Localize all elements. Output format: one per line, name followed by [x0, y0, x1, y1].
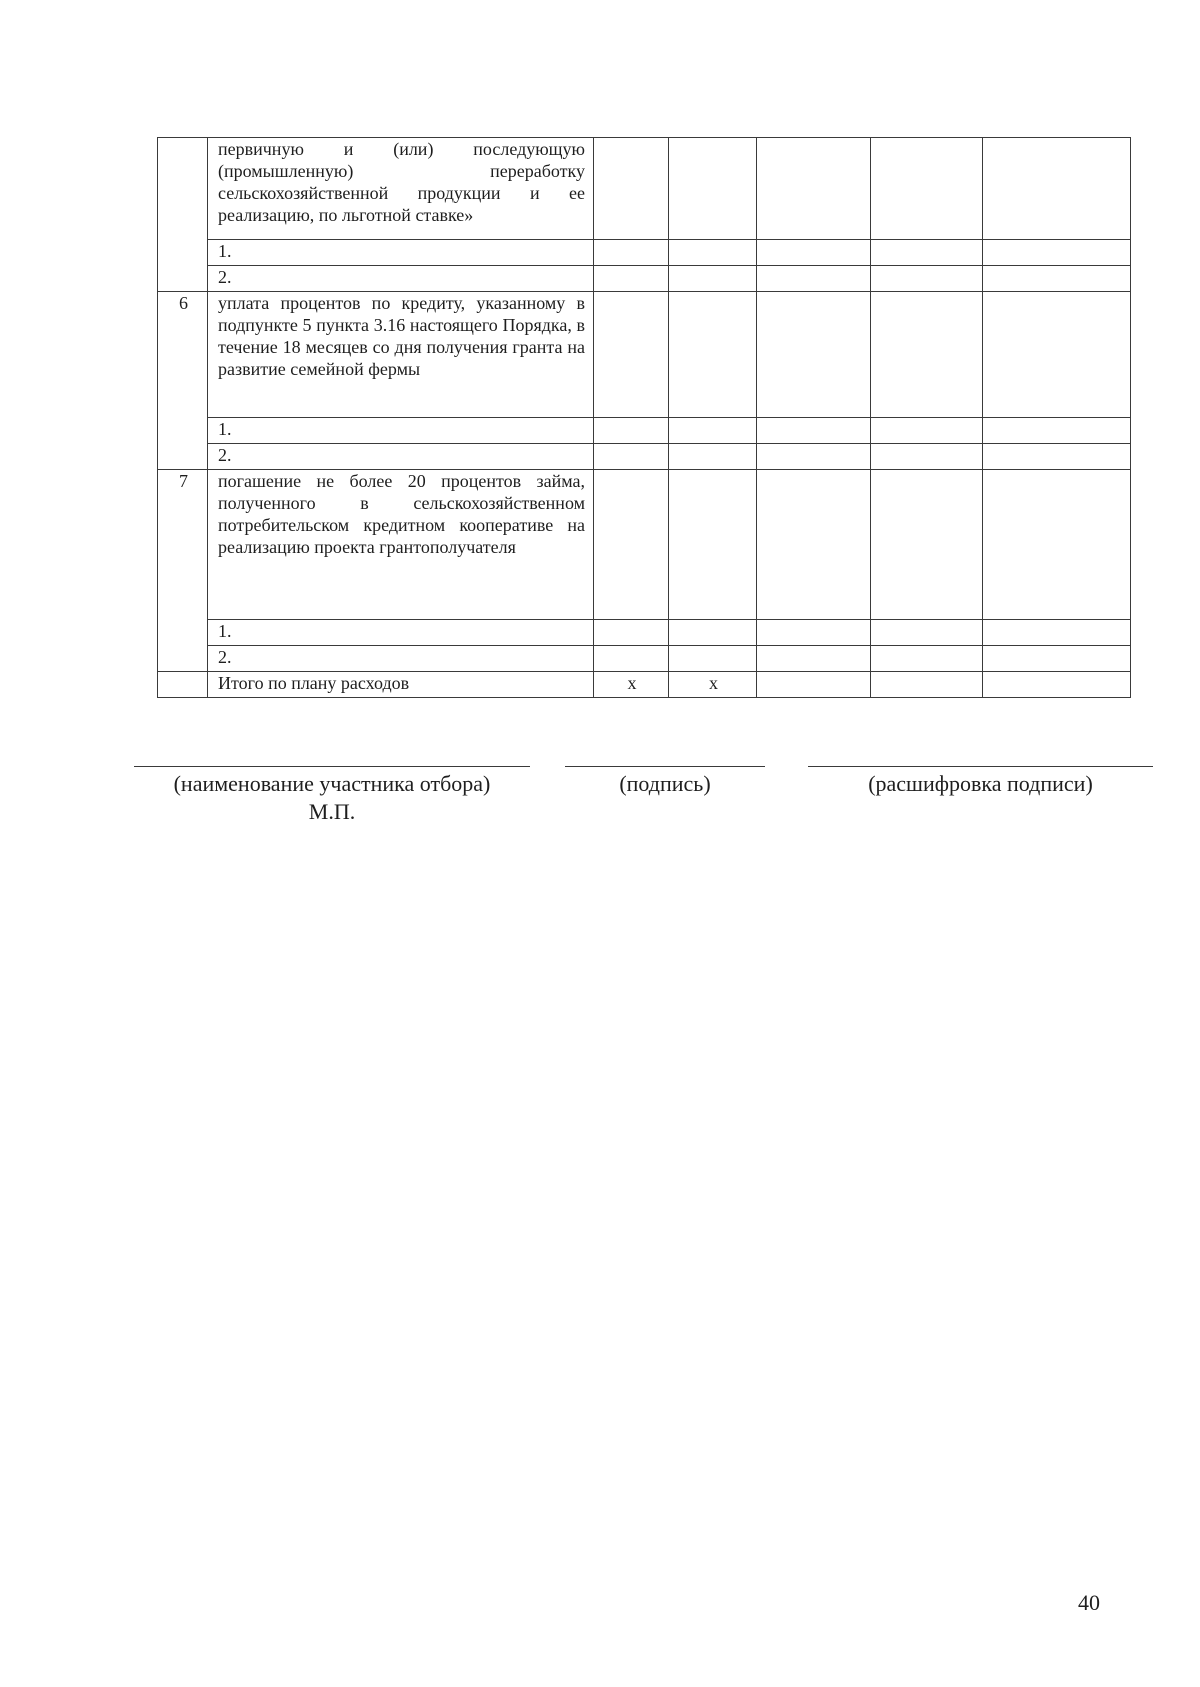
row-number-cell: 7	[158, 470, 208, 672]
table-cell	[669, 240, 757, 266]
row-number-cell	[158, 138, 208, 292]
table-cell	[871, 444, 983, 470]
table-cell	[594, 240, 669, 266]
table-cell	[757, 620, 871, 646]
sub-item-cell: 2.	[208, 646, 594, 672]
table-row	[158, 444, 1131, 470]
table-cell	[871, 266, 983, 292]
expense-description-cell: уплата процентов по кредиту, указанному в подпункте 5 пункта 3.16 настоящего Порядка, в течение 18 месяцев со дня получения гранта на развитие семейной фермы	[208, 292, 594, 418]
table-cell	[757, 418, 871, 444]
table-cell	[871, 240, 983, 266]
table-cell	[594, 620, 669, 646]
table-cell	[669, 292, 757, 418]
table-cell	[871, 138, 983, 240]
sub-item-cell: 2.	[208, 444, 594, 470]
table-cell	[757, 292, 871, 418]
page-number: 40	[1078, 1590, 1100, 1615]
table-cell	[757, 444, 871, 470]
table-row	[158, 292, 1131, 418]
signature-decode-caption: (расшифровка подписи)	[868, 771, 1093, 796]
table-cell	[669, 266, 757, 292]
expense-description-cell: погашение не более 20 процентов займа, полученного в сельскохозяйственном потребительском кредитном кооперативе на реализацию проекта грантополучателя	[208, 470, 594, 620]
table-cell	[871, 646, 983, 672]
table-cell	[983, 240, 1131, 266]
sub-item-cell: 1.	[208, 240, 594, 266]
sub-item-cell: 2.	[208, 266, 594, 292]
row-number-cell: 6	[158, 292, 208, 470]
total-label: Итого по плану расходов	[208, 672, 594, 698]
table-cell	[983, 266, 1131, 292]
table-cell	[757, 470, 871, 620]
signature-decode-line	[808, 766, 1153, 767]
table-row	[158, 646, 1131, 672]
table-cell	[594, 138, 669, 240]
total-row	[158, 672, 1131, 698]
expense-plan-table	[157, 137, 1131, 698]
table-cell	[983, 470, 1131, 620]
expense-description-cell: первичную и (или) последующую (промышленную) переработку сельскохозяйственной продукции и ее реализацию, по льготной ставке»	[208, 138, 594, 240]
table-cell	[983, 292, 1131, 418]
table-cell	[983, 672, 1131, 698]
table-cell	[158, 672, 208, 698]
table-cell	[757, 240, 871, 266]
sub-item-cell: 1.	[208, 418, 594, 444]
total-mark-cell: х	[669, 672, 757, 698]
table-cell	[669, 418, 757, 444]
participant-name-line	[134, 766, 530, 767]
table-cell	[594, 470, 669, 620]
table-cell	[757, 138, 871, 240]
table-cell	[594, 646, 669, 672]
table-cell	[871, 292, 983, 418]
table-cell	[757, 646, 871, 672]
table-cell	[983, 418, 1131, 444]
signature-line	[565, 766, 765, 767]
table-cell	[757, 266, 871, 292]
table-cell	[594, 266, 669, 292]
total-mark-cell: х	[594, 672, 669, 698]
table-row	[158, 620, 1131, 646]
table-cell	[871, 672, 983, 698]
table-cell	[594, 418, 669, 444]
table-row	[158, 470, 1131, 620]
table-cell	[669, 444, 757, 470]
table-cell	[983, 444, 1131, 470]
table-cell	[669, 138, 757, 240]
table-cell	[594, 292, 669, 418]
table-cell	[983, 646, 1131, 672]
table-row	[158, 138, 1131, 240]
table-cell	[757, 672, 871, 698]
table-row	[158, 240, 1131, 266]
table-cell	[669, 646, 757, 672]
table-cell	[594, 444, 669, 470]
stamp-caption: М.П.	[308, 799, 356, 824]
table-row	[158, 266, 1131, 292]
table-cell	[871, 470, 983, 620]
table-row	[158, 418, 1131, 444]
table-cell	[669, 470, 757, 620]
sub-item-cell: 1.	[208, 620, 594, 646]
table-cell	[871, 620, 983, 646]
table-cell	[983, 620, 1131, 646]
signature-caption: (подпись)	[619, 771, 711, 796]
table-cell	[983, 138, 1131, 240]
table-cell	[871, 418, 983, 444]
table-cell	[669, 620, 757, 646]
participant-name-caption: (наименование участника отбора)	[173, 771, 491, 796]
